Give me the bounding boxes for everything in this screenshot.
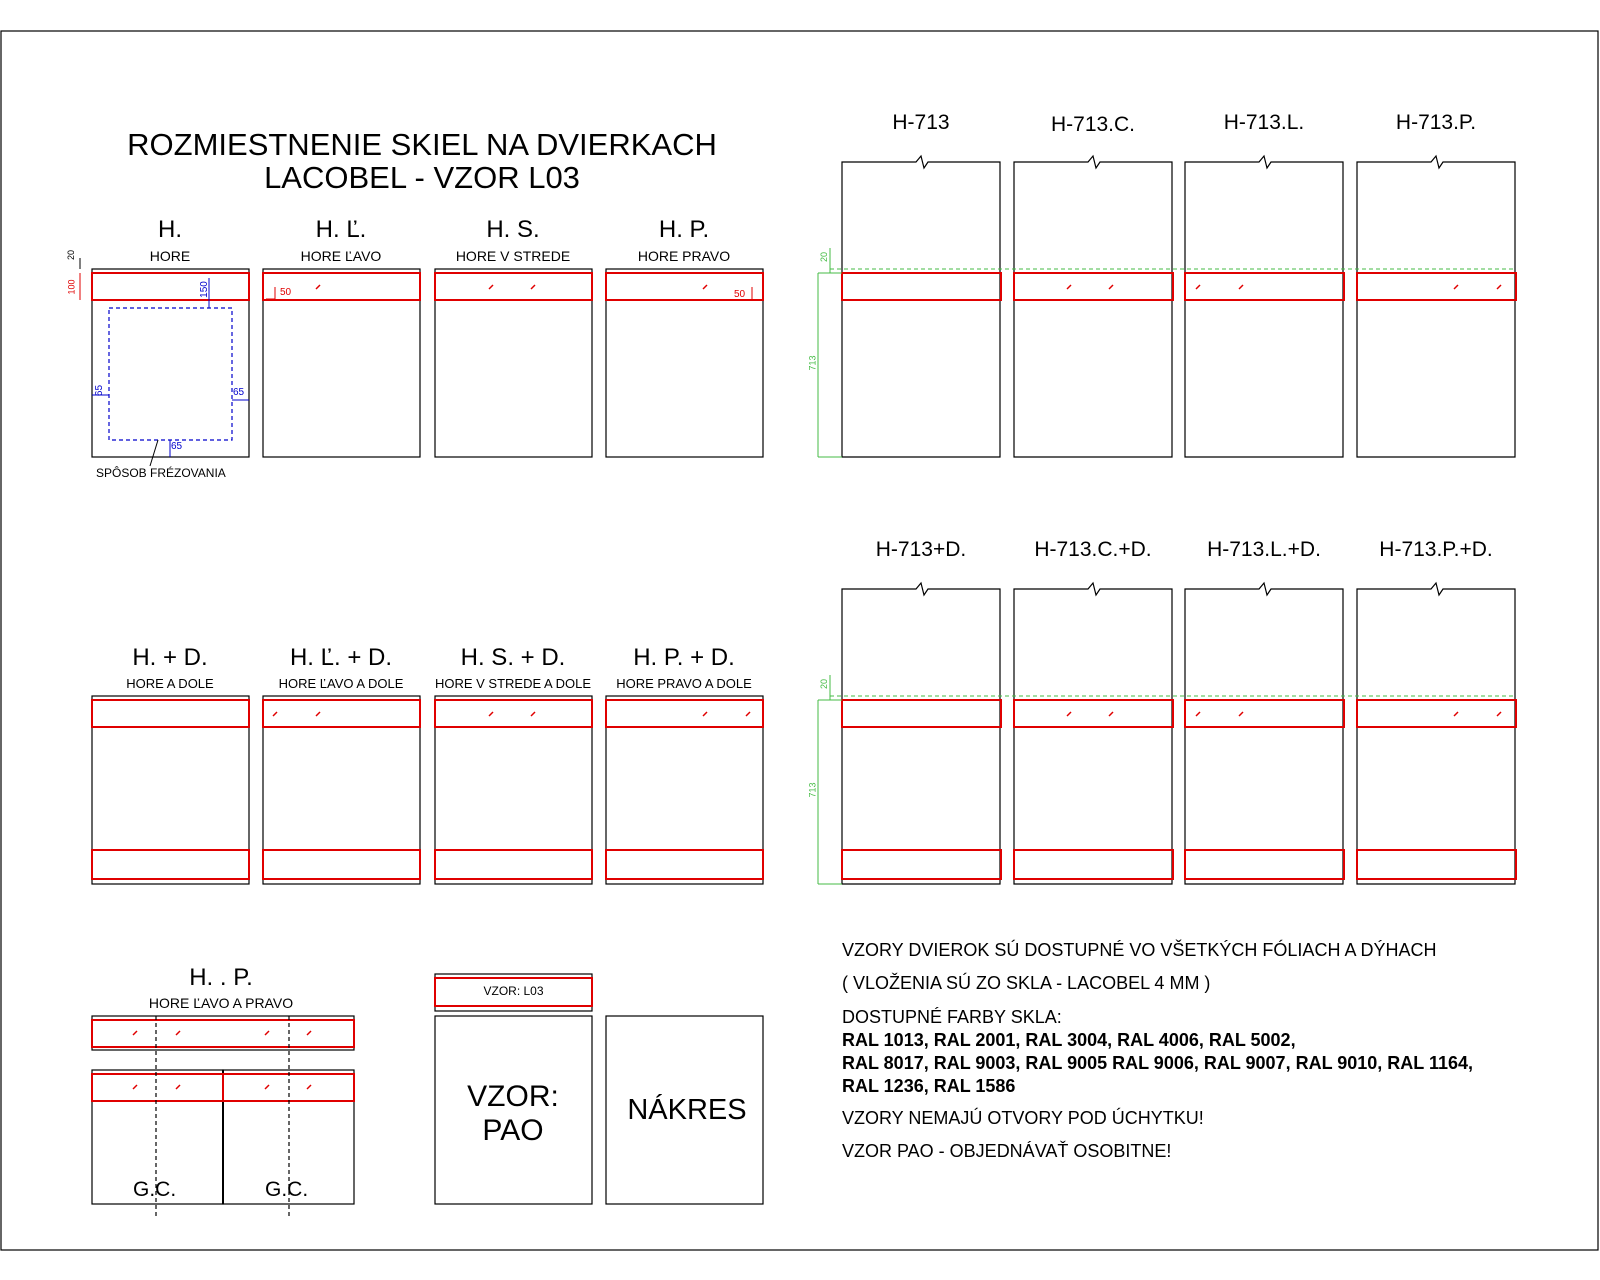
milling-label: SPÔSOB FRÉZOVANIA [96, 466, 226, 480]
note-no-handle-holes: VZORY NEMAJÚ OTVORY POD ÚCHYTKU! [842, 1108, 1204, 1128]
code-h713-c: H-713.C. [1050, 113, 1136, 136]
glass-dimensions [80, 258, 752, 300]
code-h713: H-713 [892, 111, 950, 134]
note-order-separately: VZOR PAO - OBJEDNÁVAŤ OSOBITNE! [842, 1141, 1172, 1161]
note-colors-line2: RAL 8017, RAL 9003, RAL 9005 RAL 9006, RAL 9007, RAL 9010, RAL 1164, [842, 1053, 1474, 1073]
dim-20-top-right: 20 [819, 251, 830, 263]
label-h-p-d: HORE PRAVO A DOLE [616, 676, 752, 691]
dim-713-top: 713 [807, 355, 818, 371]
door-h-p-d [606, 696, 763, 884]
note-colors-line1: RAL 1013, RAL 2001, RAL 3004, RAL 4006, RAL 5002, [842, 1030, 1296, 1050]
door-h-l-d [263, 696, 420, 884]
door-h713-d-row [818, 583, 1516, 884]
door-h-s [435, 269, 592, 457]
dim-20-bottom-right: 20 [819, 678, 830, 690]
gc-left: G.C. [133, 1178, 177, 1201]
drawing-title-line2: LACOBEL - VZOR L03 [264, 160, 580, 195]
gc-right: G.C. [265, 1178, 309, 1201]
code-h713-p-d: H-713.P.+D. [1379, 538, 1493, 561]
label-h-s: HORE V STREDE [455, 248, 571, 264]
door-h713-row [818, 156, 1516, 457]
note-colors-line3: RAL 1236, RAL 1586 [842, 1076, 1016, 1096]
code-h713-l-d: H-713.L.+D. [1207, 538, 1321, 561]
dim-50-right: 50 [734, 289, 746, 300]
code-h713-c-d: H-713.C.+D. [1034, 538, 1152, 561]
code-h-p: H. P. [658, 216, 710, 243]
vzor-pao-line2: PAO [482, 1114, 544, 1147]
code-h-d: H. + D. [132, 644, 208, 671]
dim-50-left: 50 [280, 287, 292, 298]
label-h-l: HORE ĽAVO [300, 248, 382, 264]
door-h-s-d [435, 696, 592, 884]
nakres-label: NÁKRES [627, 1094, 747, 1126]
code-h-l: H. Ľ. [315, 216, 367, 243]
label-h: HORE [149, 248, 191, 264]
note-glass: ( VLOŽENIA SÚ ZO SKLA - LACOBEL 4 MM ) [842, 973, 1211, 993]
dim-713-bottom: 713 [807, 782, 818, 798]
door-h-d [92, 696, 249, 884]
dim-20: 20 [66, 249, 77, 261]
drawing-title-line1: ROZMIESTNENIE SKIEL NA DVIERKACH [127, 127, 717, 162]
milling-dimensions [92, 278, 249, 466]
label-h-d: HORE A DOLE [126, 676, 214, 691]
door-h [92, 269, 249, 457]
vzor-tag: VZOR: L03 [483, 984, 544, 998]
dim-150: 150 [198, 281, 210, 298]
label-h-s-d: HORE V STREDE A DOLE [434, 676, 592, 691]
dim-65-left: 65 [94, 384, 106, 397]
dim-100: 100 [66, 279, 77, 295]
code-h713-d: H-713+D. [875, 538, 967, 561]
code-h713-l: H-713.L. [1223, 111, 1305, 134]
code-h-p-d: H. P. + D. [633, 644, 735, 671]
code-h-s-d: H. S. + D. [460, 644, 566, 671]
code-h713-p: H-713.P. [1395, 111, 1477, 134]
code-hlp: H. . P. [189, 964, 253, 991]
note-availability: VZORY DVIEROK SÚ DOSTUPNÉ VO VŠETKÝCH FÓLIACH A DÝHACH [842, 940, 1437, 960]
code-h: H. [158, 216, 182, 243]
dim-65-bottom: 65 [171, 441, 183, 452]
code-h-s: H. S. [486, 216, 540, 243]
label-hlp: HORE ĽAVO A PRAVO [148, 995, 294, 1011]
vzor-pao-line1: VZOR: [467, 1080, 559, 1113]
label-h-l-d: HORE ĽAVO A DOLE [278, 676, 404, 691]
door-group-hlp [92, 1016, 354, 1216]
note-colors-heading: DOSTUPNÉ FARBY SKLA: [842, 1007, 1062, 1027]
dim-65-right: 65 [233, 387, 245, 398]
label-h-p: HORE PRAVO [637, 248, 731, 264]
code-h-l-d: H. Ľ. + D. [289, 644, 393, 671]
